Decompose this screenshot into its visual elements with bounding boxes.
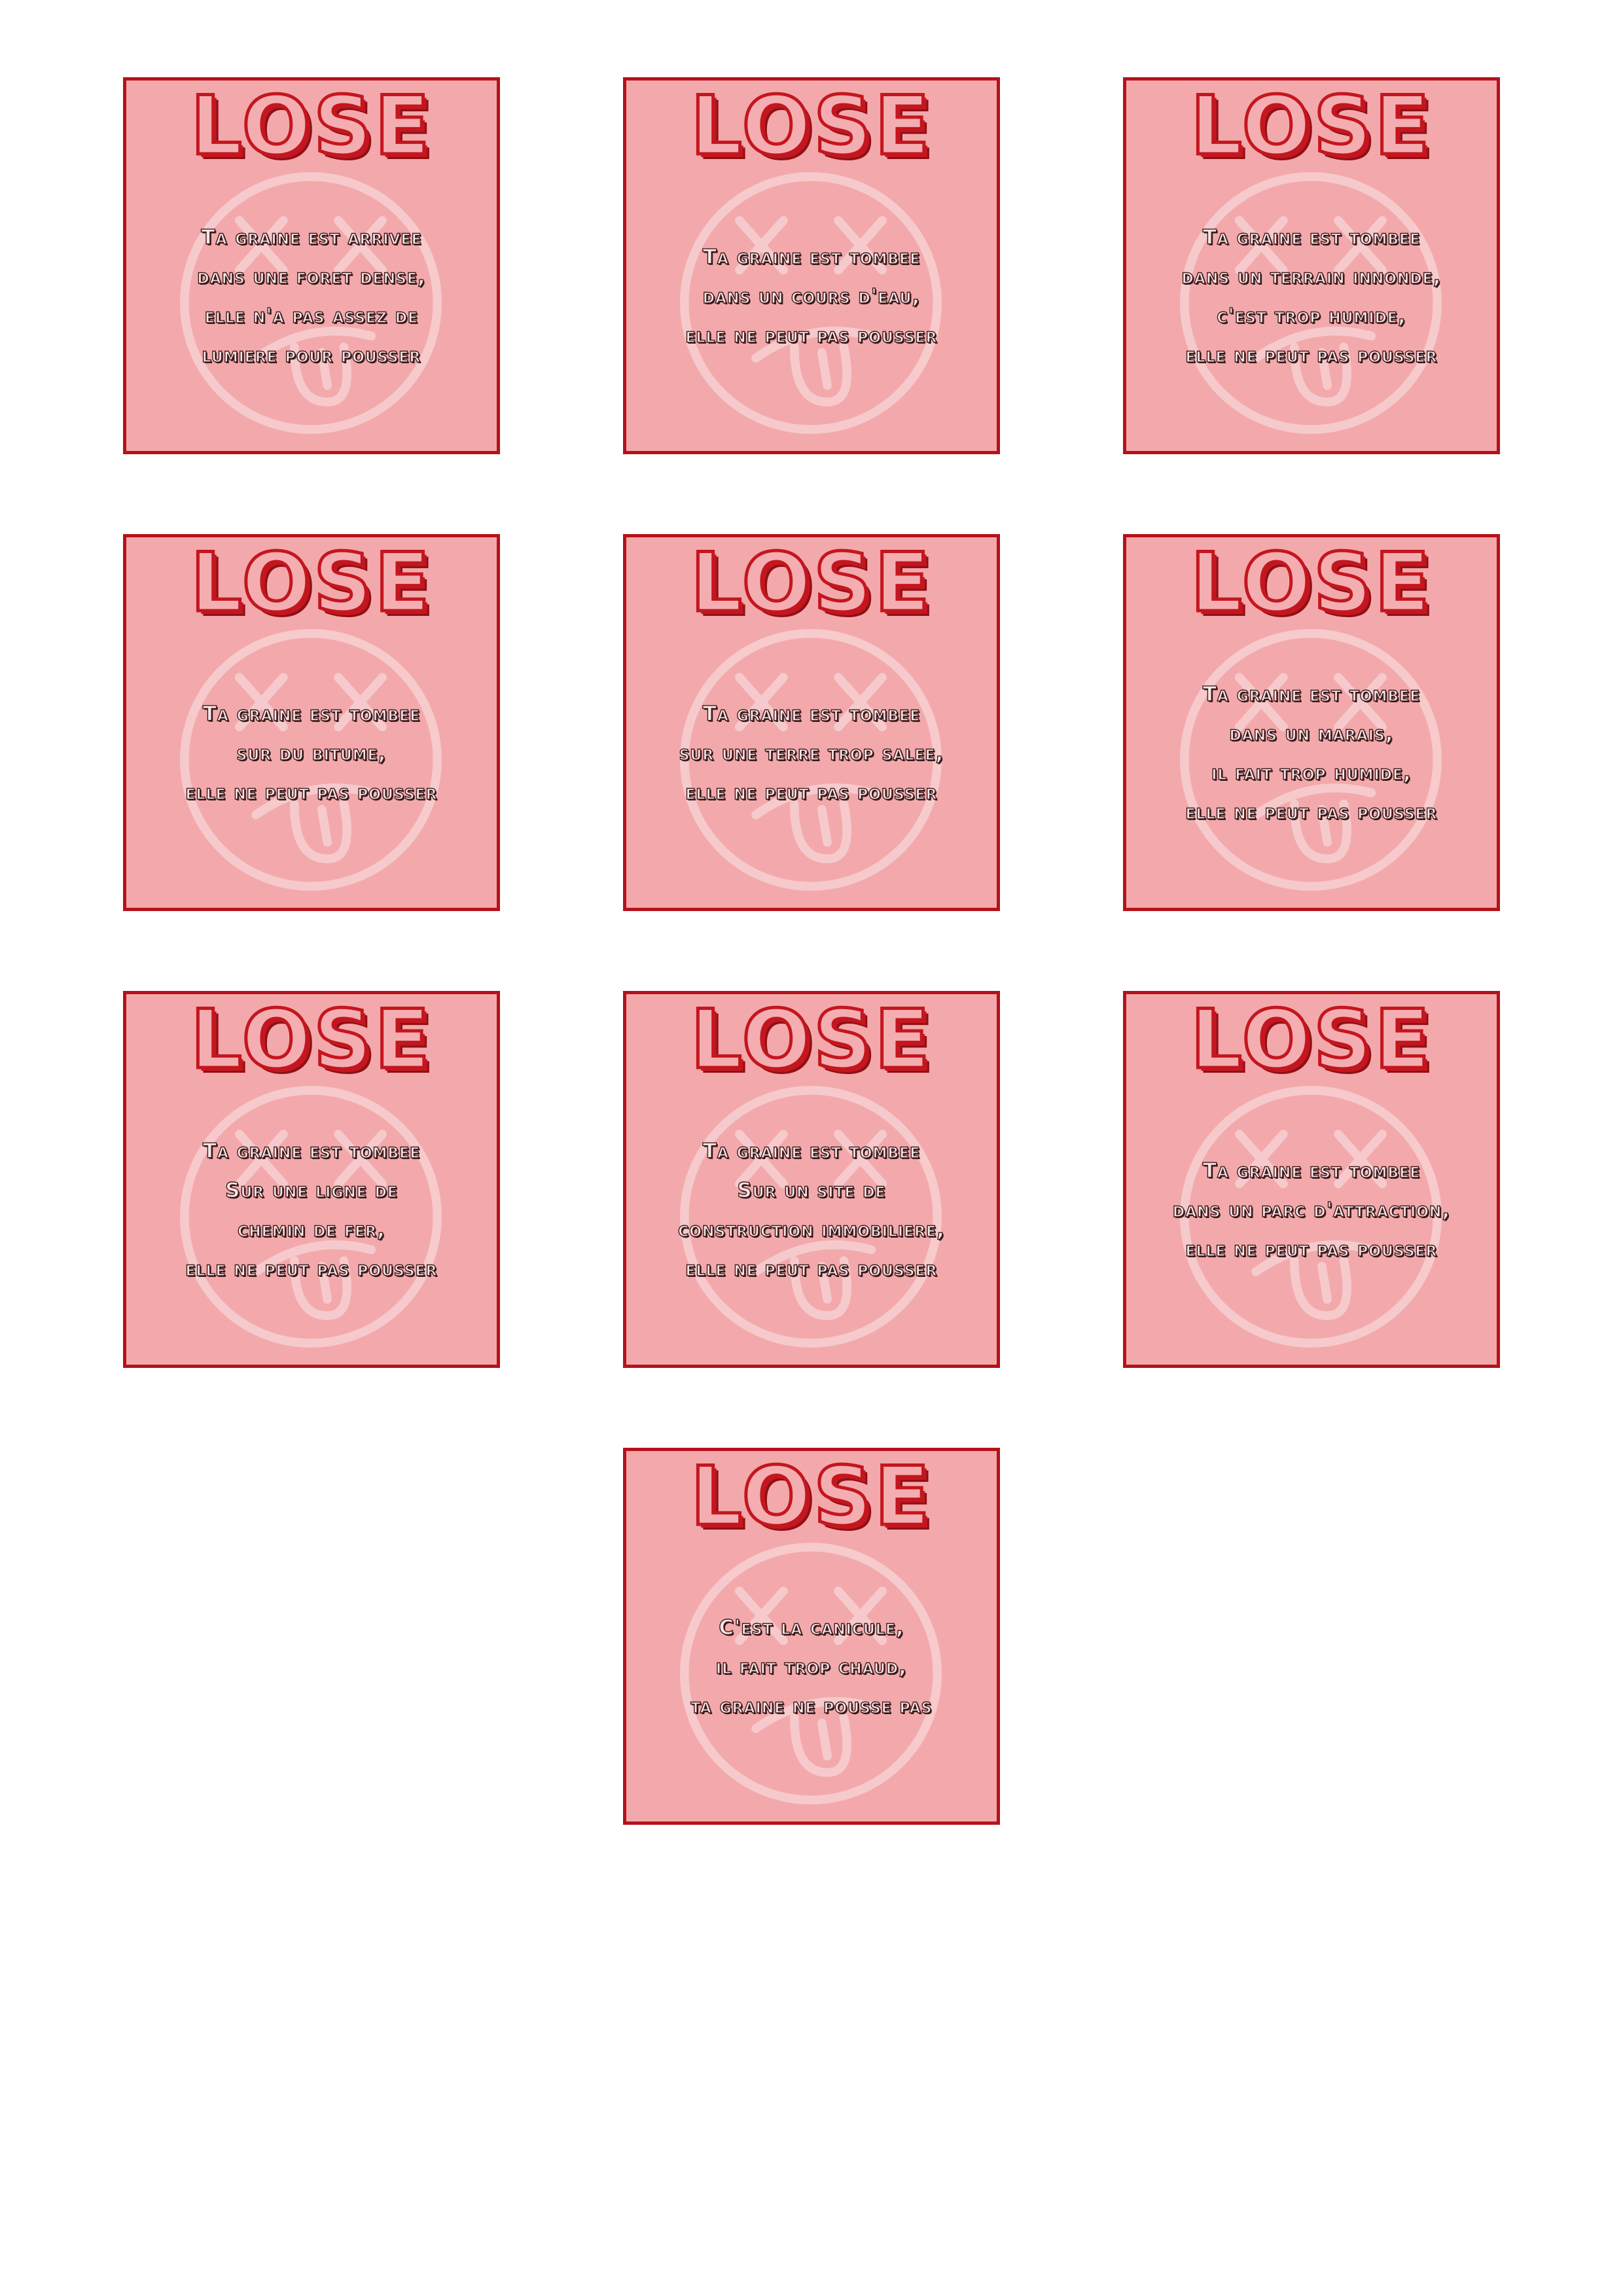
card-message-line: dans un terrain innonde, [1181, 265, 1442, 289]
lose-card-3 [1123, 77, 1500, 454]
card-title: LOSE [190, 79, 433, 173]
card-message [133, 642, 490, 865]
card-title: LOSE [1190, 79, 1433, 173]
lose-card-7 [123, 991, 500, 1368]
lose-card-6 [1123, 534, 1500, 911]
card-title: LOSE [690, 993, 933, 1087]
card-message-line: dans un parc d'attraction, [1172, 1198, 1451, 1222]
card-title: LOSE [690, 79, 933, 173]
card-message [1133, 185, 1490, 408]
card-message-line: Ta graine est tombee [702, 702, 921, 726]
card-message [633, 1099, 990, 1321]
card-message-line: Ta graine est tombee [702, 1139, 921, 1163]
card-message [1133, 642, 1490, 865]
card-message-line: dans un cours d'eau, [702, 285, 921, 308]
card-message-line: Sur un site de [737, 1179, 886, 1202]
card-message [633, 642, 990, 865]
card-message-line: C'est la canicule, [719, 1616, 904, 1640]
card-message-line: il fait trop chaud, [716, 1655, 907, 1679]
card-message [133, 1099, 490, 1321]
card-title: LOSE [690, 1450, 933, 1544]
card-message [633, 185, 990, 408]
lose-card-4 [123, 534, 500, 911]
lose-card-9 [1123, 991, 1500, 1368]
lose-card-1 [123, 77, 500, 454]
card-message-line: elle ne peut pas pousser [1185, 1238, 1438, 1261]
card-message-line: elle ne peut pas pousser [685, 324, 938, 348]
card-message-line: elle ne peut pas pousser [685, 1257, 938, 1281]
card-message-line: Ta graine est tombee [1202, 683, 1421, 706]
card-message-line: il fait trop humide, [1211, 761, 1412, 785]
card-message-line: elle ne peut pas pousser [685, 781, 938, 804]
card-message-line: sur une terre trop salee, [679, 742, 944, 765]
card-title: LOSE [690, 536, 933, 630]
card-message-line: dans une foret dense, [197, 265, 426, 289]
card-message-line: lumiere pour pousser [202, 344, 421, 367]
card-message-line: Sur une ligne de [225, 1179, 398, 1202]
card-message-line: Ta graine est tombee [202, 1139, 421, 1163]
card-message-line: Ta graine est tombee [202, 702, 421, 726]
card-message-line: elle n'a pas assez de [204, 304, 419, 328]
card-message-line: Ta graine est tombee [702, 245, 921, 269]
card-message-line: Ta graine est arrivee [201, 226, 422, 249]
card-title: LOSE [190, 536, 433, 630]
card-message-line: Ta graine est tombee [1202, 226, 1421, 249]
card-message-line: elle ne peut pas pousser [185, 1257, 438, 1281]
card-message-line: elle ne peut pas pousser [185, 781, 438, 804]
card-message-line: dans un marais, [1229, 722, 1394, 745]
card-message-line: sur du bitume, [236, 742, 387, 765]
card-message-line: c'est trop humide, [1217, 304, 1406, 328]
card-message [1133, 1099, 1490, 1321]
card-message-line: Ta graine est tombee [1202, 1159, 1421, 1183]
card-title: LOSE [190, 993, 433, 1087]
card-message-line: chemin de fer, [238, 1218, 385, 1242]
lose-card-2 [623, 77, 1000, 454]
card-title: LOSE [1190, 993, 1433, 1087]
card-message-line: elle ne peut pas pousser [1185, 800, 1438, 824]
lose-card-10 [623, 1448, 1000, 1825]
lose-card-8 [623, 991, 1000, 1368]
card-message [133, 185, 490, 408]
card-title: LOSE [1190, 536, 1433, 630]
card-message [633, 1556, 990, 1778]
card-message-line: elle ne peut pas pousser [1185, 344, 1438, 367]
lose-card-5 [623, 534, 1000, 911]
card-message-line: ta graine ne pousse pas [690, 1695, 933, 1718]
card-message-line: construction immobiliere, [678, 1218, 945, 1242]
